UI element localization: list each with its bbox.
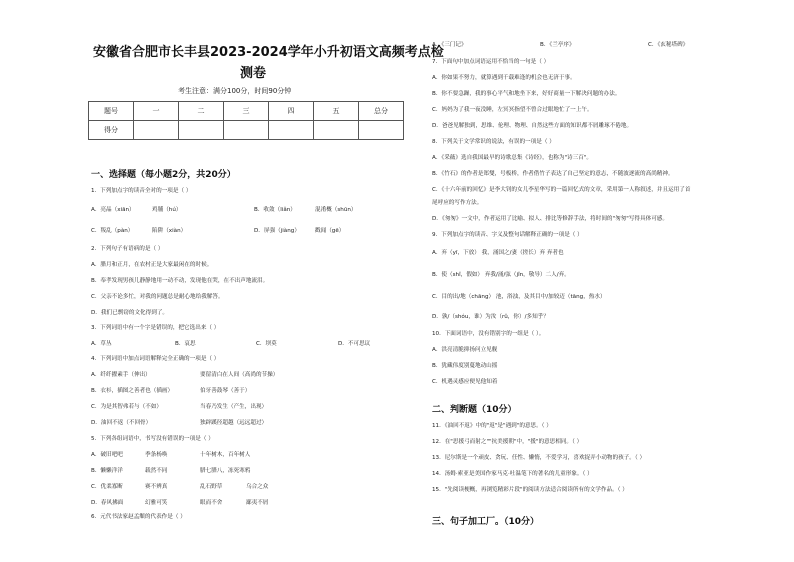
question-2: 2．下列句子有语病的是（ ） [91, 246, 164, 252]
judgement-15: 15．"先阅读梗概，再浏览精彩片段"的阅读方法适合阅读所有的文学作品。（ ） [432, 487, 628, 493]
score-row-label: 得分 [89, 121, 134, 140]
question-6: 6．元代书法家赵孟頫的代表作是（ ） [91, 514, 186, 520]
q2-option-c[interactable]: C．父亲不论多忙，对我的问题总是耐心地给我解答。 [91, 294, 224, 300]
score-header-cell: 五 [314, 102, 359, 121]
score-table-score-row [89, 121, 404, 140]
q1-option-a-2: 鸡脯（hú） [152, 207, 182, 213]
section-heading-choice: 一、选择题（每小题2分，共20分） [91, 170, 236, 180]
q9-option-a[interactable]: A．弃（yī，下放） 我，涌国之/妻（搓长）弃 弃者也 [432, 250, 564, 256]
q5-option-d-4: 鄙夷不屑 [246, 500, 269, 506]
q3-option-c[interactable]: C．坝莫 [256, 341, 277, 347]
q7-option-d[interactable]: D．爸爸见解独到，思维、伦理、物理、自然这些方面的知识都不屑雕琢不倦地。 [432, 123, 633, 129]
q4-option-b[interactable]: B．衣衫，插图之善者也（插画） [91, 388, 174, 394]
question-4: 4．下列词语中加点词语解释完全正确的一项是（ ） [91, 356, 220, 362]
question-1: 1．下列加点字的读音全对的一项是（ ） [91, 188, 192, 194]
q1-option-b-2: 混淆概（shūn） [315, 207, 357, 213]
score-header-cell: 总分 [359, 102, 404, 121]
q4-option-b-2: 伯牙善鼓琴（善于） [200, 388, 251, 394]
question-3: 3．下列词语中有一个字是错误的，把它选出来（ ） [91, 325, 220, 331]
score-table-header-row [89, 102, 404, 121]
q8-option-d[interactable]: D．《匆匆》一文中，作者运用了比喻、拟人、排比等修辞手法，将时间的"匆匆"写得具体可感。 [432, 216, 668, 222]
q5-option-d-2: 幻雅可笑 [145, 500, 168, 506]
q3-option-b[interactable]: B．哀思 [175, 341, 196, 347]
q7-option-c[interactable]: C．妈妈为了我一夜没睡，左冥冥指望不曾合过眼地忙了一上午。 [432, 107, 593, 113]
q2-option-d[interactable]: D．我们已剽窃的文化得到了。 [91, 310, 169, 316]
q4-option-c[interactable]: C．为是其智弗若与（不如） [91, 404, 163, 410]
q4-option-d-2: 独辟蹊径超越（远远超过） [200, 420, 268, 426]
q8-option-c-continued: 尾呼应的写作方法。 [432, 200, 483, 206]
section-heading-sentence: 三、句子加工厂。（10分） [432, 517, 540, 527]
q1-option-c[interactable]: C．叛乱（pàn） [91, 228, 134, 234]
score-input-cell[interactable] [134, 121, 179, 140]
score-input-cell[interactable] [359, 121, 404, 140]
q4-option-d[interactable]: D．油回不返（不回骨） [91, 420, 152, 426]
q8-option-a[interactable]: A．《采薇》选自我国最早的诗歌总集《诗经》，也称为"诗三百"。 [432, 155, 592, 161]
q5-option-b[interactable]: B．懒懒洋洋 [91, 468, 123, 474]
score-header-cell: 题号 [89, 102, 134, 121]
q1-option-d[interactable]: D．屏强（jiàng） [254, 228, 300, 234]
score-input-cell[interactable] [224, 121, 269, 140]
q4-option-a[interactable]: A．纤纤擢素手（伸出） [91, 372, 151, 378]
q9-option-c[interactable]: C．目的出/地（chāng） 池，浴浊，及其目中/加较迈（tāng，热水） [432, 294, 606, 300]
exam-note: 考生注意：满分100分，时间90分钟 [178, 87, 292, 95]
q5-option-c[interactable]: C．优柔寡断 [91, 484, 123, 490]
score-header-cell: 四 [269, 102, 314, 121]
q5-option-b-2: 载然不同 [145, 468, 168, 474]
q2-option-a[interactable]: A．腊月和正月，在农村正是大家最闲在的时候。 [91, 262, 213, 268]
judgement-13: 13．尼尔斯是一个顽皮、贪玩、任性、懒惰，不爱学习，喜欢捉弄小动物的孩子。（ ） [432, 455, 646, 461]
q1-option-b[interactable]: B．收敛（liǎn） [254, 207, 296, 213]
q6-option-c[interactable]: C．《玄秘塔碑》 [648, 42, 689, 48]
q6-option-a[interactable]: A．《三门记》 [432, 42, 467, 48]
q5-option-c-2: 赛不辨真 [145, 484, 168, 490]
q2-option-b[interactable]: B．奉孝发现男孩儿静静地用一动不动，发现他在哭，在不出声地流泪。 [91, 278, 269, 284]
q3-option-d[interactable]: D．不可思议 [338, 341, 371, 347]
q3-option-a[interactable]: A．草丛 [91, 341, 112, 347]
q1-option-a[interactable]: A．亮晶（xiān） [91, 207, 135, 213]
score-table [88, 101, 404, 140]
q10-option-b[interactable]: B．犹藏伟度别蔓地动山摇 [432, 363, 498, 369]
q5-option-c-4: 乌合之众 [246, 484, 269, 490]
score-header-cell: 二 [179, 102, 224, 121]
score-input-cell[interactable] [269, 121, 314, 140]
q5-option-d-3: 眼而不舍 [200, 500, 223, 506]
q7-option-a[interactable]: A．你如果不努力，就算遇到千载难逢的机会也无济于事。 [432, 75, 576, 81]
q5-option-b-3: 腊七腊八，冻死寒鸦 [200, 468, 251, 474]
score-input-cell[interactable] [179, 121, 224, 140]
score-header-cell: 三 [224, 102, 269, 121]
question-5: 5．下列各组词语中，书写没有错误的一项是（ ） [91, 436, 214, 442]
q10-option-a[interactable]: A．洪亮清脆抑扬问立见舰 [432, 347, 498, 353]
q5-option-d[interactable]: D．春风拂面 [91, 500, 124, 506]
question-8: 8．下列关于文学常识的说法，有误的一项是（ ） [432, 139, 555, 145]
q5-option-a[interactable]: A．破旧吧吧 [91, 452, 123, 458]
judgement-11: 11．《油回不返》中的"返"是"遇到"的意思。（ ） [432, 423, 552, 429]
question-10: 10．下面词语中，没有错别字的一组是（ ）。 [432, 331, 545, 337]
q1-option-c-2: 陷阱（xiàn） [152, 228, 187, 234]
q4-option-c-2: 当春乃发生（产生，出现） [200, 404, 268, 410]
question-7: 7．下面句中加点词语运用不恰当的一句是（ ） [432, 59, 550, 65]
q10-option-c[interactable]: C．机遇灵感应便见他知着 [432, 379, 498, 385]
q5-option-c-3: 乱石野草 [200, 484, 223, 490]
score-input-cell[interactable] [314, 121, 359, 140]
page-title: 安徽省合肥市长丰县2023-2024学年小升初语文高频考点检 [93, 45, 444, 60]
judgement-12: 12．在"思援弓而射之""抗美援朝"中，"援"的意思相同。（ ） [432, 439, 583, 445]
q6-option-b[interactable]: B．《兰亭序》 [540, 42, 575, 48]
q4-option-a-2: 要留清白在人间（高尚的节操） [200, 372, 279, 378]
score-header-cell: 一 [134, 102, 179, 121]
page-title-continued: 测卷 [240, 66, 267, 81]
q9-option-d[interactable]: D．孰/（shóu，谁）为汝（rǔ，你）/多知乎？ [432, 314, 549, 320]
judgement-14: 14．汤姆·索亚是美国作家马克·吐温笔下的著名的儿童形象。（ ） [432, 471, 593, 477]
q1-option-d-2: 戳闻（gē） [315, 228, 345, 234]
q5-option-a-2: 季条杨唤 [145, 452, 168, 458]
question-9: 9．下列加点字的读音、字义及整句话解释正确的一项是（ ） [432, 232, 583, 238]
q8-option-b[interactable]: B．《竹石》的作者是郑燮，号板桥，作者借竹子表达了自己坚定的意志，不随波逐流的高尚精神。 [432, 171, 674, 177]
q7-option-b[interactable]: B．你不要急躁，我的事心平气和地坐下来，好好商量一下解决问题的办法。 [432, 91, 621, 97]
q8-option-c[interactable]: C．《十六年前的回忆》是李大钊的女儿李星华写的一篇回忆式的文章，采用第一人称叙述，并且运用了首 [432, 187, 691, 193]
section-heading-judgement: 二、判断题（10分） [432, 405, 517, 415]
q5-option-a-3: 十年树木，百年树人 [200, 452, 251, 458]
q9-option-b[interactable]: B．使（shǐ，假如） 弃我/涌/弦（jǐn，敬导）二人/弃。 [432, 272, 570, 278]
